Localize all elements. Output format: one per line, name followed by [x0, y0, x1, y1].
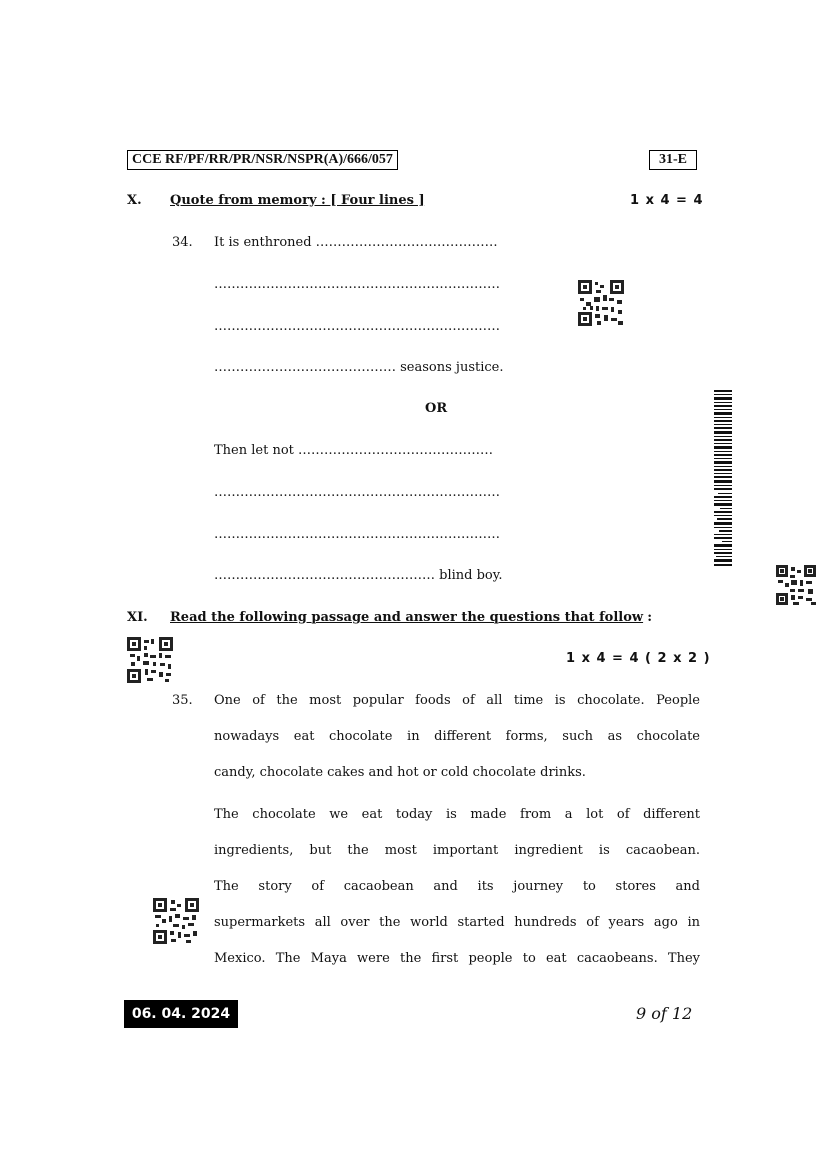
quote-line-3: ………………………………………………………… [214, 319, 500, 334]
passage-paragraph-1 [214, 683, 700, 791]
barcode-icon [714, 390, 732, 568]
alt-quote-line-2: ………………………………………………………… [214, 485, 500, 500]
alt-quote-line-3: ………………………………………………………… [214, 527, 500, 542]
paper-code: CCE RF/PF/RR/PR/NSR/NSPR(A)/666/057 [127, 150, 398, 170]
section-xi-title: Read the following passage and answer the questions that follow [170, 610, 644, 625]
passage-line: candy, chocolate cakes and hot or cold chocolate drinks. [214, 765, 586, 780]
or-separator: OR [425, 401, 448, 416]
page-number: 9 of 12 [636, 1004, 693, 1023]
section-x-marks: 1 x 4 = 4 [630, 193, 704, 208]
passage-line: supermarkets all over the world started hundreds of years ago in [214, 915, 700, 930]
alt-quote-line-4: …………………………………………… blind boy. [214, 568, 503, 583]
question-34-number: 34. [172, 235, 193, 250]
passage-line: The story of cacaobean and its journey to stores and [214, 879, 700, 894]
passage-line: The chocolate we eat today is made from a lot of different [214, 807, 700, 822]
section-xi-title-colon: : [647, 610, 653, 625]
section-xi-heading [170, 610, 652, 625]
qr-code-icon [578, 280, 624, 326]
alt-quote-line-1: Then let not ……………………………………… [214, 443, 494, 458]
page-code: 31-E [649, 150, 697, 170]
section-x-title: Quote from memory : [ Four lines ] [170, 193, 425, 208]
qr-code-icon [776, 565, 816, 605]
passage-line: ingredients, but the most important ingredient is cacaobean. [214, 843, 700, 858]
section-x-number: X. [127, 193, 142, 208]
passage-paragraph-2 [214, 797, 700, 977]
quote-line-1: It is enthroned …………………………………… [214, 235, 498, 250]
qr-code-icon [127, 637, 173, 683]
section-xi-number: XI. [127, 610, 148, 625]
exam-date: 06. 04. 2024 [124, 1000, 238, 1028]
quote-line-4: …………………………………… seasons justice. [214, 360, 504, 375]
quote-line-2: ………………………………………………………… [214, 277, 500, 292]
qr-code-icon [153, 898, 199, 944]
question-35-number: 35. [172, 693, 193, 708]
passage-line: Mexico. The Maya were the first people to eat cacaobeans. They [214, 951, 700, 966]
section-xi-marks: 1 x 4 = 4 ( 2 x 2 ) [566, 651, 711, 666]
passage-line: nowadays eat chocolate in different forms, such as chocolate [214, 729, 700, 744]
passage-line: One of the most popular foods of all time is chocolate. People [214, 693, 700, 708]
